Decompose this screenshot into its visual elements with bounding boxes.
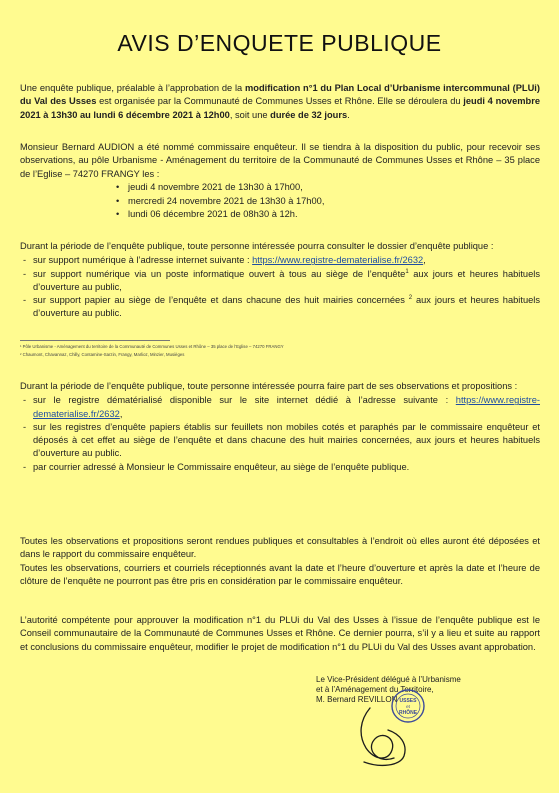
observations-list <box>20 394 540 474</box>
svg-text:USSES: USSES <box>399 698 417 704</box>
registry-link[interactable]: https://www.registre-dematerialise.fr/2632 <box>252 255 424 266</box>
consultation-item-text: sur support numérique via un poste informatique ouvert à tous au siège de l’enquête <box>33 268 406 279</box>
footnote-ref: 1 <box>405 268 409 275</box>
handwritten-signature <box>330 700 430 770</box>
intro-duration: durée de 32 jours <box>270 109 348 120</box>
page-title: AVIS D’ENQUETE PUBLIQUE <box>117 30 442 56</box>
permanence-dates-list <box>20 181 540 222</box>
consultation-item-text: sur support numérique à l’adresse internet suivante : <box>33 255 253 266</box>
registry-link[interactable]: https://www.registre-dematerialise.fr/2632 <box>33 395 540 419</box>
intro-text-3: , soit une <box>229 109 271 120</box>
footnote-2: ² Chaumont, Chavannaz, Chilly, Contamine-Sarzin, Frangy, Marlioz, Minzier, Musièges <box>20 352 185 357</box>
commissioner-text: Monsieur Bernard AUDION a été nommé commissaire enquêteur. Il se tiendra à la disposition du public, pour recevoir ses observations, au pôle Urbanisme - Aménagement du territoire de la Communauté de Communes Usses et Rhône – 35 place de l’Eglise – 74270 FRANGY les : <box>20 142 540 179</box>
authority-paragraph: L’autorité compétente pour approuver la modification n°1 du PLUi du Val des Usses à l’issue de l’enquête publique est le Conseil communautaire de la Communauté de Communes Usses et Rhône. Ce dernier pourra, s’il y a lieu et suite au rapport et conclusions du commissaire enquêteur, modifier le projet de modification n°1 du PLUi du Val des Usses avant approbation. <box>20 615 540 652</box>
list-item <box>20 268 540 295</box>
list-item: • mercredi 24 novembre 2021 de 13h30 à 17h00, <box>20 195 540 209</box>
observations-item-text: sur le registre dématérialisé disponible sur le site internet dédié à l’adresse suivante : <box>33 395 456 406</box>
intro-text-1: Une enquête publique, préalable à l’approbation de la <box>20 83 245 93</box>
list-item: - par courrier adressé à Monsieur le Commissaire enquêteur, au siège de l’enquête publique. <box>20 461 540 474</box>
svg-text:et: et <box>406 704 410 709</box>
list-item <box>20 394 540 421</box>
observations-section <box>20 380 540 474</box>
list-item <box>20 294 540 321</box>
consultation-list <box>20 254 540 320</box>
intro-text-2: est organisée par la Communauté de Communes Usses et Rhône. Elle se déroulera du <box>96 96 464 107</box>
commissioner-section <box>20 141 540 222</box>
signatory-name: M. Bernard REVILLON <box>316 695 398 705</box>
consultation-item-text: aux jours et heures habituels d’ouverture au public. <box>33 295 541 319</box>
signature-line-2: et à l’Aménagement du Territoire, <box>316 685 434 695</box>
consultation-section <box>20 240 540 321</box>
list-item: • lundi 06 décembre 2021 de 08h30 à 12h. <box>20 208 540 222</box>
publicity-paragraph-1: Toutes les observations et propositions seront rendues publiques et consultables à l’endroit où elles auront été déposées et dans le rapport du commissaire enquêteur. <box>20 536 540 560</box>
list-item: • jeudi 4 novembre 2021 de 13h30 à 17h00, <box>20 181 540 195</box>
intro-dates: jeudi 4 novembre 2021 à 13h30 au lundi 6 décembre 2021 à 12h00 <box>20 96 541 120</box>
consultation-lead: Durant la période de l’enquête publique, toute personne intéressée pourra consulter le dossier d’enquête publique : <box>20 241 494 251</box>
intro-plan-name: modification n°1 du Plan Local d’Urbanisme intercommunal (PLUi) du Val des Usses <box>20 83 540 107</box>
signature-line-1: Le Vice-Président délégué à l’Urbanisme <box>316 675 461 684</box>
observations-lead: Durant la période de l’enquête publique, toute personne intéressée pourra faire part de ses observations et propositions : <box>20 381 518 391</box>
footnote-divider <box>20 340 170 341</box>
footnote-1: ¹ Pôle Urbanisme - Aménagement du territoire de la Communauté de Communes Usses et Rhône – 35 place de l’Eglise – 74270 FRANGY <box>20 344 284 349</box>
publicity-section <box>20 535 540 588</box>
observations-item-end: , <box>119 408 123 419</box>
footnote-ref: 2 <box>408 295 413 302</box>
svg-text:RHÔNE: RHÔNE <box>398 710 418 716</box>
publicity-paragraph-2: Toutes les observations, courriers et courriels réceptionnés avant la date et l’heure d’ouverture et après la date et l’heure de clôture de l’enquête ne pourront pas être pris en considération par le commissaire enquêteur. <box>20 562 540 586</box>
intro-text-4: . <box>347 109 350 120</box>
intro-paragraph <box>20 82 540 122</box>
consultation-item-text: aux jours et heures habituels d’ouverture au public, <box>33 268 540 292</box>
consultation-item-text: sur support papier au siège de l’enquête et dans chacune des huit mairies concernées <box>33 295 409 306</box>
list-item: - sur les registres d’enquête papiers établis sur feuillets non mobiles cotés et paraphés par le commissaire enquêteur et déposés à cet effet au siège de l’enquête et dans chacune des huit mairies concernées, aux jours et heures habituels d’ouverture au public. <box>20 421 540 461</box>
list-item <box>20 254 540 267</box>
consultation-item-end: , <box>423 255 426 266</box>
